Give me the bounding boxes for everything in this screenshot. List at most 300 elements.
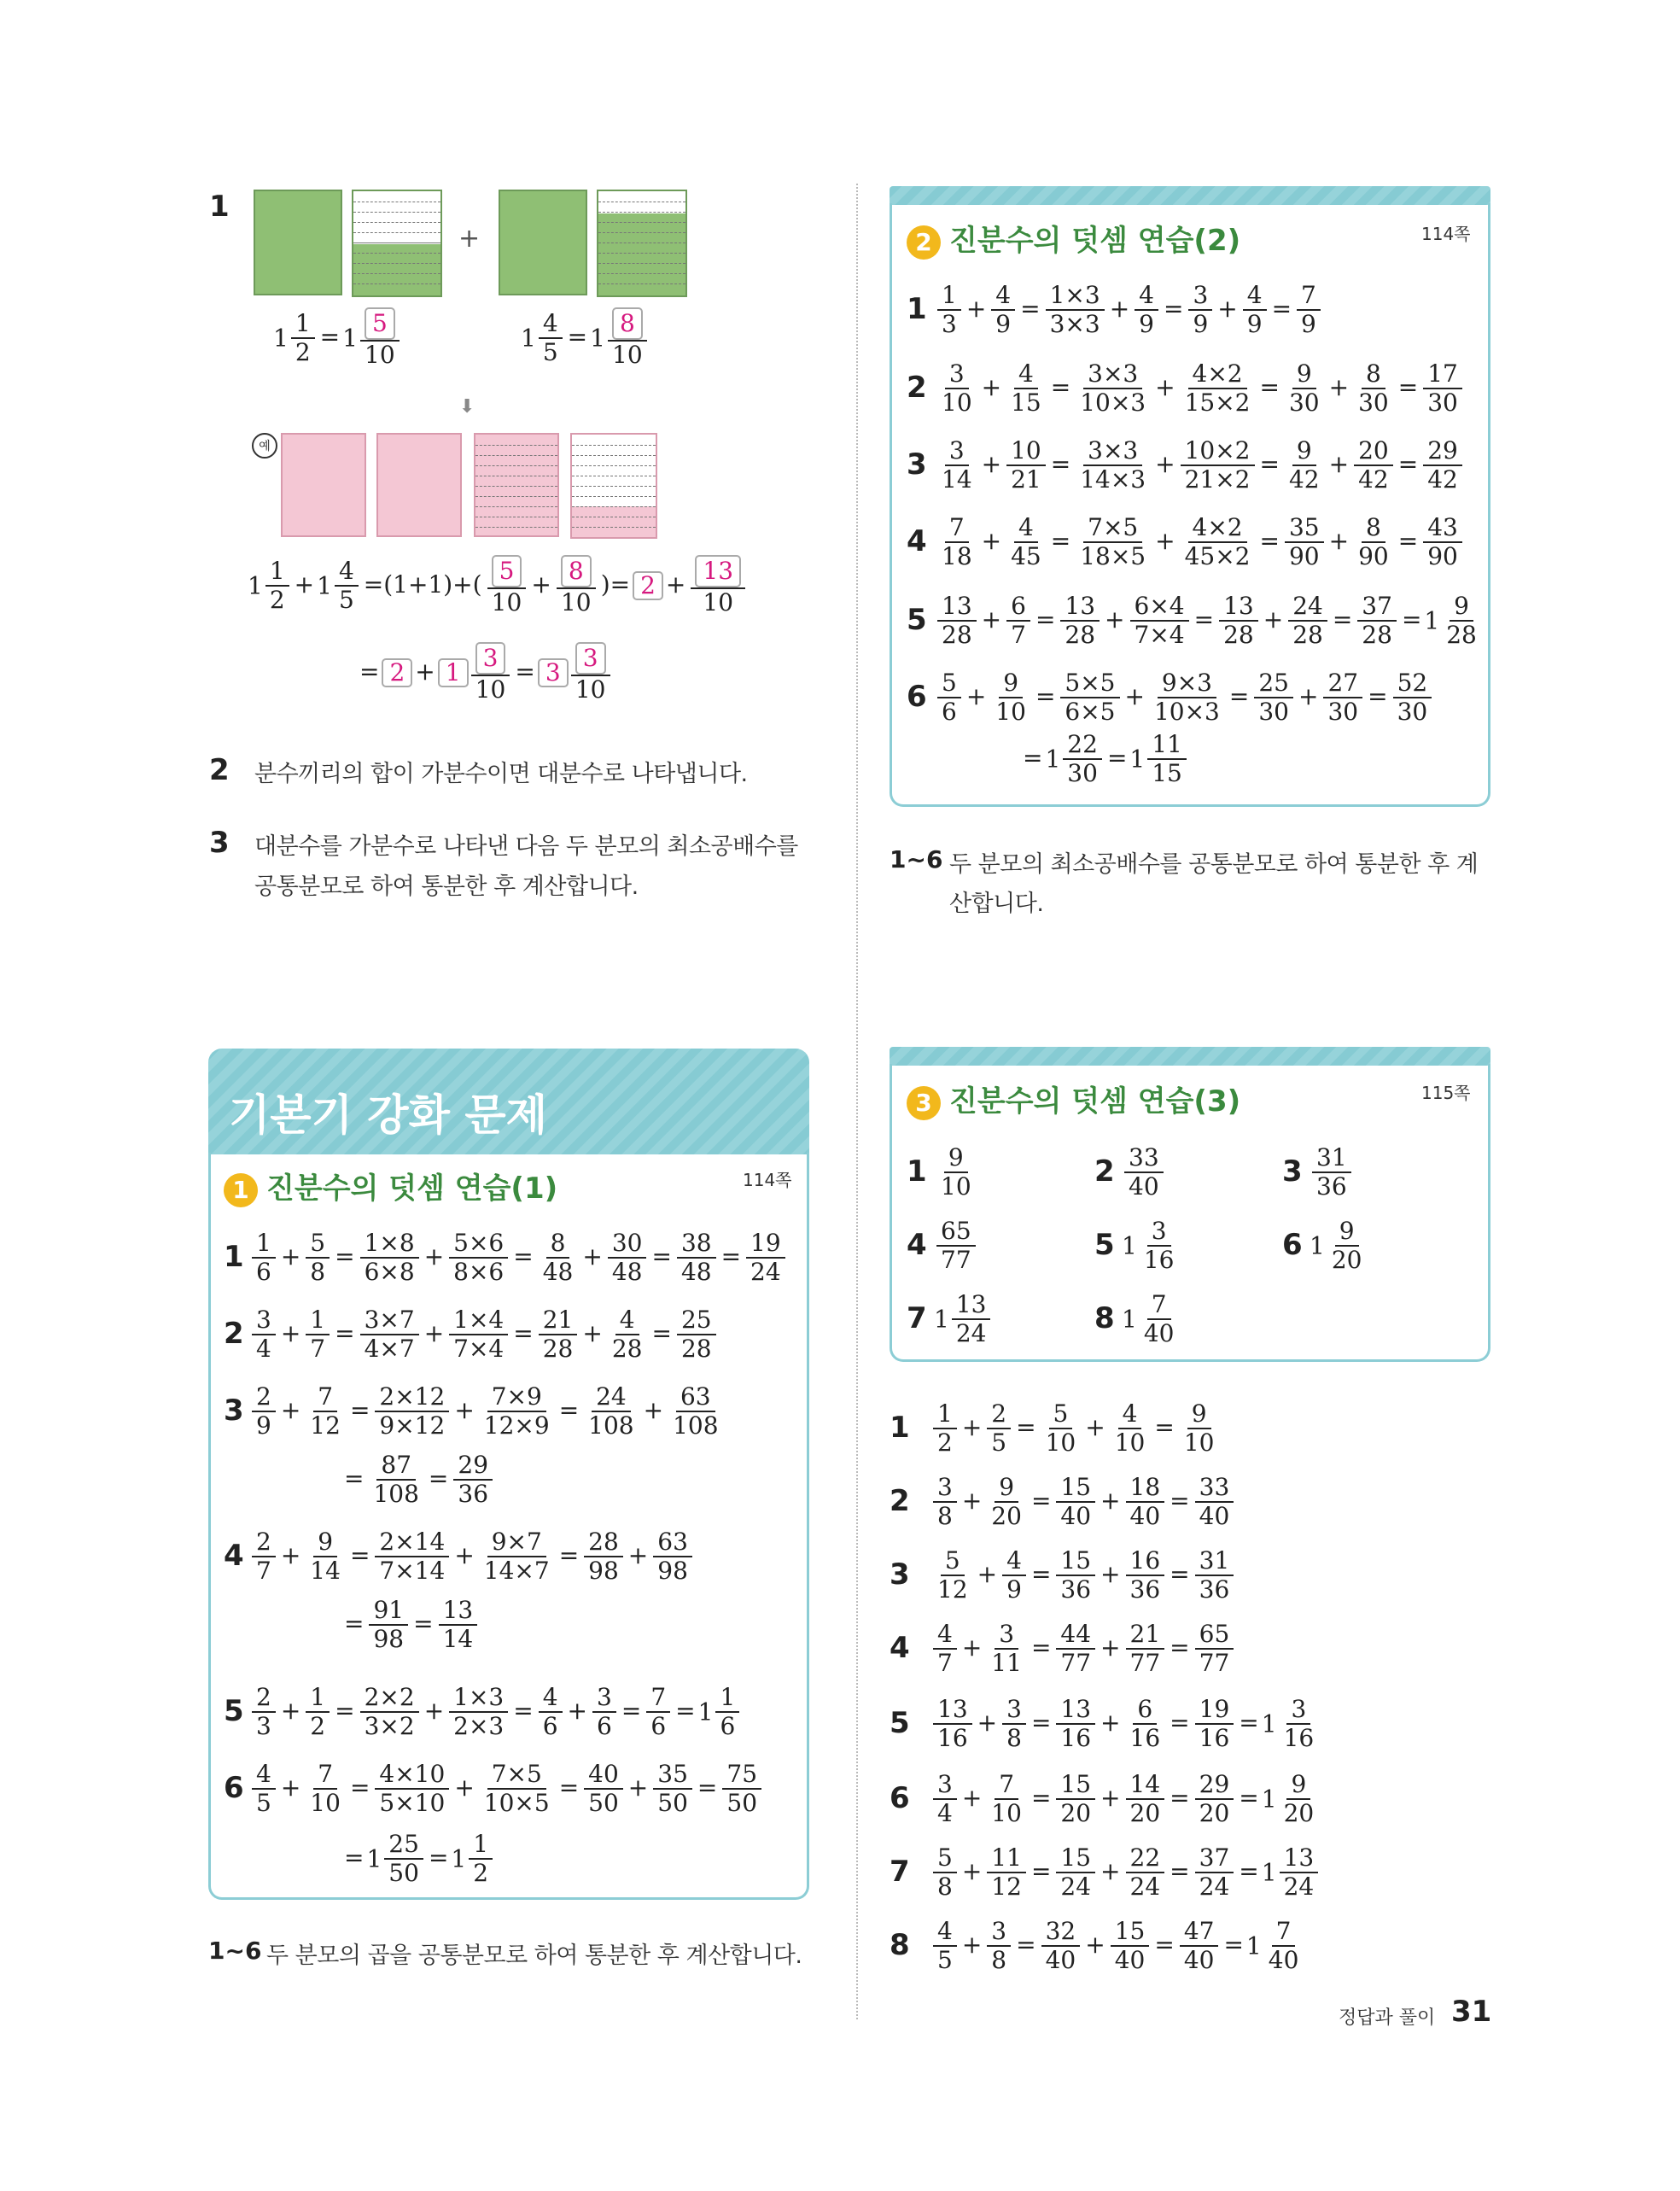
mixed-fraction bbox=[934, 1290, 993, 1348]
mixed-fraction bbox=[1186, 281, 1215, 339]
operator: + bbox=[981, 526, 1002, 555]
answer-box: 8 bbox=[561, 555, 592, 587]
numerator: 8 bbox=[1362, 514, 1385, 543]
fraction bbox=[360, 1684, 419, 1740]
mixed-fraction bbox=[930, 1399, 960, 1458]
fraction bbox=[691, 555, 745, 616]
denominator: 36 bbox=[458, 1480, 489, 1509]
s1-item-6-number: 6 bbox=[224, 1771, 244, 1805]
s1-item-3-number: 3 bbox=[224, 1393, 244, 1428]
mixed-fraction bbox=[989, 669, 1033, 727]
mixed-fraction bbox=[930, 1917, 960, 1975]
numerator: 37 bbox=[1195, 1844, 1234, 1873]
numerator: 30 bbox=[608, 1230, 647, 1259]
mixed-fraction bbox=[303, 1760, 347, 1818]
denominator: 6 bbox=[650, 1712, 667, 1741]
mixed-fraction bbox=[469, 644, 513, 704]
numerator: 9 bbox=[944, 1144, 968, 1173]
operator: = bbox=[1030, 1708, 1052, 1737]
denominator: 36 bbox=[1316, 1172, 1347, 1201]
mixed-fraction bbox=[1245, 1917, 1305, 1975]
mixed-fraction bbox=[1004, 359, 1048, 418]
fraction bbox=[987, 1474, 1026, 1530]
numerator: 3 bbox=[1147, 1218, 1171, 1247]
operator: = bbox=[1401, 605, 1422, 634]
numerator: 3×3 bbox=[1083, 437, 1142, 466]
mixed-fraction bbox=[521, 309, 565, 367]
numerator: 4 bbox=[1118, 1400, 1142, 1429]
mixed-fraction bbox=[688, 557, 748, 617]
denominator: 24 bbox=[750, 1258, 781, 1287]
denominator: 14×7 bbox=[483, 1557, 550, 1586]
fraction bbox=[1111, 1400, 1150, 1457]
mixed-fraction bbox=[1053, 1843, 1098, 1902]
section-1-title-text: 진분수의 덧셈 연습(1) bbox=[266, 1171, 558, 1206]
s1-equation-6 bbox=[249, 1761, 764, 1817]
denominator: 24 bbox=[955, 1319, 987, 1348]
operator: = bbox=[513, 1242, 534, 1271]
numerator: 4 bbox=[1135, 282, 1158, 311]
s3-answer-number: 2 bbox=[1094, 1154, 1115, 1189]
section-3-header-bar bbox=[890, 1047, 1490, 1066]
fraction bbox=[369, 1597, 408, 1653]
mixed-fraction bbox=[1286, 592, 1330, 650]
operator: = bbox=[1259, 449, 1280, 478]
operator: = bbox=[1368, 681, 1388, 710]
numerator: 11 bbox=[987, 1844, 1026, 1873]
denominator: 28 bbox=[1065, 621, 1096, 650]
fraction bbox=[715, 1684, 739, 1740]
denominator: 30 bbox=[1358, 389, 1389, 418]
operator: + bbox=[1328, 449, 1350, 478]
numerator: 17 bbox=[1423, 360, 1462, 389]
operator: + bbox=[423, 1318, 445, 1347]
denominator: 36 bbox=[1199, 1575, 1230, 1604]
numerator: 9 bbox=[1187, 1400, 1211, 1429]
mixed-fraction bbox=[930, 1473, 960, 1531]
fraction bbox=[987, 1621, 1026, 1677]
denominator: 10 bbox=[1183, 1429, 1215, 1458]
denominator: 6 bbox=[542, 1712, 558, 1741]
denominator: 10 bbox=[365, 341, 395, 370]
denominator: 11 bbox=[991, 1649, 1022, 1678]
r-equation-3 bbox=[930, 1547, 1236, 1604]
mixed-fraction bbox=[249, 1382, 278, 1440]
fraction bbox=[252, 1230, 276, 1286]
operator: = bbox=[567, 322, 588, 351]
footer-page-number: 31 bbox=[1451, 1995, 1492, 2029]
fraction bbox=[1076, 514, 1150, 570]
denominator: 7 bbox=[256, 1557, 271, 1586]
whole-number: 1 bbox=[1261, 1709, 1277, 1738]
mixed-fraction bbox=[1193, 1546, 1237, 1604]
fraction bbox=[1006, 437, 1046, 494]
operator: + bbox=[981, 372, 1002, 401]
s1-equation-1 bbox=[249, 1230, 788, 1286]
denominator: 5×10 bbox=[379, 1789, 446, 1818]
r-equation-8 bbox=[930, 1918, 1305, 1974]
denominator: 9 bbox=[1006, 1575, 1022, 1604]
operator: = bbox=[1170, 1708, 1190, 1737]
s3-answer-value bbox=[1310, 1144, 1354, 1201]
mixed-fraction bbox=[1122, 1290, 1181, 1348]
numerator: 15 bbox=[1056, 1474, 1095, 1503]
denominator: 5 bbox=[338, 586, 354, 615]
mixed-fraction bbox=[1122, 1217, 1181, 1275]
mixed-fraction bbox=[1122, 1143, 1166, 1201]
denominator: 5 bbox=[937, 1946, 953, 1975]
denominator: 16 bbox=[1143, 1246, 1175, 1275]
mixed-fraction bbox=[1123, 1843, 1168, 1902]
denominator: 9 bbox=[256, 1411, 271, 1440]
fraction bbox=[480, 1761, 554, 1817]
operator: + bbox=[627, 1773, 649, 1802]
operator: = bbox=[1397, 372, 1419, 401]
fraction bbox=[936, 1218, 976, 1274]
numerator: 2×2 bbox=[360, 1684, 419, 1713]
mixed-fraction bbox=[935, 436, 979, 494]
denominator: 98 bbox=[588, 1557, 619, 1586]
fraction-model-four-fifths bbox=[597, 190, 687, 297]
mixed-fraction bbox=[1216, 592, 1261, 650]
denominator: 28 bbox=[1292, 621, 1323, 650]
operator: + bbox=[961, 1633, 983, 1662]
numerator: 4 bbox=[1014, 360, 1038, 389]
mixed-fraction bbox=[744, 1229, 788, 1287]
numerator bbox=[557, 555, 596, 589]
s3-answer-value bbox=[934, 1218, 978, 1274]
mixed-fraction bbox=[934, 1217, 978, 1275]
mixed-fraction bbox=[1053, 1770, 1098, 1828]
denominator: 40 bbox=[1129, 1502, 1161, 1531]
numerator: 75 bbox=[722, 1761, 761, 1790]
operator: = bbox=[428, 1464, 449, 1493]
answer-box: 5 bbox=[492, 555, 522, 587]
denominator: 6 bbox=[256, 1258, 271, 1287]
s2-equation-6 bbox=[935, 669, 1434, 726]
denominator: 50 bbox=[388, 1859, 419, 1888]
denominator: 77 bbox=[941, 1246, 971, 1275]
s2-item-5-number: 5 bbox=[907, 603, 927, 637]
fraction bbox=[1393, 669, 1432, 726]
s3-answer-number: 4 bbox=[907, 1228, 927, 1262]
whole-number: 1 bbox=[317, 571, 332, 600]
fraction bbox=[1041, 1400, 1081, 1457]
fraction bbox=[677, 1230, 716, 1286]
fraction bbox=[480, 1383, 554, 1440]
numerator: 31 bbox=[1195, 1547, 1234, 1576]
operator: + bbox=[665, 570, 686, 599]
fraction bbox=[1354, 437, 1393, 494]
denominator: 21×2 bbox=[1184, 465, 1251, 494]
mixed-fraction bbox=[1129, 730, 1188, 788]
sum-model-whole-3 bbox=[474, 433, 559, 537]
operator: + bbox=[1217, 294, 1238, 323]
fraction bbox=[1126, 1621, 1165, 1677]
s3-answer-number: 8 bbox=[1094, 1301, 1115, 1335]
mixed-fraction bbox=[984, 1399, 1013, 1458]
denominator: 12×9 bbox=[483, 1411, 550, 1440]
mixed-fraction bbox=[1053, 1473, 1098, 1531]
numerator: 13 bbox=[1056, 1696, 1095, 1725]
fraction bbox=[592, 1684, 616, 1740]
mixed-fraction bbox=[1294, 281, 1323, 339]
numerator: 3 bbox=[945, 360, 969, 389]
numerator: 7 bbox=[945, 514, 969, 543]
numerator: 7 bbox=[646, 1684, 670, 1713]
mixed-fraction bbox=[249, 1229, 278, 1287]
mixed-fraction bbox=[1351, 359, 1396, 418]
whole-number: 1 bbox=[1122, 1305, 1137, 1334]
fraction bbox=[1181, 360, 1255, 417]
denominator: 108 bbox=[673, 1411, 719, 1440]
denominator: 50 bbox=[657, 1789, 688, 1818]
whole-number: 1 bbox=[1045, 745, 1061, 774]
whole-number: 1 bbox=[1310, 1231, 1325, 1260]
denominator: 10 bbox=[491, 588, 522, 617]
whole-number: 1 bbox=[1424, 606, 1440, 635]
denominator: 2 bbox=[937, 1429, 953, 1458]
operator: + bbox=[961, 1783, 983, 1812]
operator: + bbox=[280, 1318, 301, 1347]
numerator: 20 bbox=[1354, 437, 1393, 466]
operator: = bbox=[1239, 1708, 1259, 1737]
numerator: 44 bbox=[1056, 1621, 1095, 1650]
numerator: 7 bbox=[313, 1761, 337, 1790]
answer-box: 2 bbox=[633, 571, 663, 600]
denominator: 9 bbox=[1301, 310, 1316, 339]
denominator: 24 bbox=[1283, 1873, 1315, 1902]
fraction bbox=[677, 1306, 716, 1363]
question-2-number: 2 bbox=[209, 753, 230, 787]
answer-box: 8 bbox=[612, 307, 643, 340]
numerator bbox=[487, 555, 527, 589]
operator: = bbox=[1239, 1856, 1259, 1885]
mixed-fraction bbox=[1108, 1399, 1152, 1458]
whole-number: 1 bbox=[1261, 1858, 1277, 1887]
fraction bbox=[1041, 1918, 1081, 1974]
fraction bbox=[722, 1761, 761, 1817]
fraction bbox=[584, 1528, 623, 1585]
r-equation-7 bbox=[930, 1844, 1321, 1901]
fraction bbox=[306, 1383, 345, 1440]
denominator: 16 bbox=[1129, 1724, 1161, 1753]
fraction bbox=[933, 1918, 957, 1974]
fraction bbox=[1006, 360, 1046, 417]
denominator: 6 bbox=[720, 1712, 736, 1741]
r-equation-4 bbox=[930, 1621, 1236, 1677]
numerator: 2×14 bbox=[375, 1528, 449, 1557]
section-3-title bbox=[907, 1078, 1240, 1120]
numerator: 8 bbox=[546, 1230, 570, 1259]
column-divider bbox=[856, 184, 858, 2019]
numerator: 24 bbox=[1288, 593, 1327, 622]
denominator: 20 bbox=[1283, 1799, 1315, 1828]
s1-item-4-number: 4 bbox=[224, 1539, 244, 1573]
mixed-fraction bbox=[984, 1473, 1029, 1531]
denominator: 3×3 bbox=[1049, 310, 1100, 339]
fraction bbox=[306, 1230, 330, 1286]
numerator: 4 bbox=[1014, 514, 1038, 543]
operator: + bbox=[1155, 449, 1175, 478]
equation-q1-d bbox=[357, 642, 613, 704]
operator: + bbox=[965, 294, 987, 323]
section-3-title-text: 진분수의 덧셈 연습(3) bbox=[949, 1084, 1241, 1119]
numerator: 4 bbox=[1002, 1547, 1026, 1576]
section-1-title bbox=[224, 1165, 557, 1207]
fraction bbox=[571, 642, 610, 704]
whole-number: 1 bbox=[451, 1844, 467, 1873]
denominator: 40 bbox=[1060, 1502, 1092, 1531]
mixed-fraction bbox=[1351, 513, 1396, 571]
section-2-circle: 2 bbox=[907, 225, 941, 260]
denominator: 2 bbox=[473, 1859, 489, 1888]
numerator: 63 bbox=[653, 1528, 692, 1557]
numerator: 9 bbox=[995, 1474, 1018, 1503]
denominator: 30 bbox=[1258, 698, 1289, 727]
fraction bbox=[1327, 1218, 1367, 1274]
numerator: 3 bbox=[995, 1621, 1018, 1650]
fraction bbox=[252, 1528, 276, 1585]
whole-number: 1 bbox=[366, 1844, 382, 1873]
fraction bbox=[584, 1383, 638, 1440]
denominator: 6 bbox=[942, 698, 957, 727]
operator: = bbox=[344, 1464, 365, 1493]
operator: + bbox=[977, 1559, 998, 1588]
numerator: 35 bbox=[1285, 514, 1324, 543]
mixed-fraction bbox=[1123, 1695, 1168, 1753]
operator: = bbox=[344, 1843, 365, 1872]
s3-answer-value bbox=[1122, 1144, 1166, 1201]
mixed-fraction bbox=[1108, 1917, 1152, 1975]
mixed-fraction bbox=[485, 557, 529, 617]
denominator: 30 bbox=[1288, 389, 1320, 418]
fraction bbox=[539, 1684, 563, 1740]
mixed-fraction bbox=[1053, 1620, 1098, 1678]
operator: + bbox=[454, 1395, 475, 1424]
fraction bbox=[469, 1831, 493, 1887]
numerator: 87 bbox=[376, 1452, 416, 1481]
numerator: 1×3 bbox=[1046, 282, 1105, 311]
whole-number: 1 bbox=[590, 324, 605, 353]
fraction bbox=[1195, 1771, 1234, 1827]
denominator: 14 bbox=[942, 465, 972, 494]
r-item-1-number: 1 bbox=[890, 1411, 910, 1445]
r-item-8-number: 8 bbox=[890, 1928, 910, 1962]
numerator: 4 bbox=[539, 310, 563, 339]
mixed-fraction bbox=[605, 1306, 650, 1364]
numerator: 7 bbox=[1297, 282, 1321, 311]
mixed-fraction bbox=[342, 309, 402, 370]
numerator: 2 bbox=[252, 1528, 276, 1557]
r-item-4-number: 4 bbox=[890, 1631, 910, 1665]
numerator: 1 bbox=[291, 310, 315, 339]
example-label: 예 bbox=[252, 433, 277, 459]
denominator: 10 bbox=[612, 341, 643, 370]
operator: + bbox=[423, 1696, 445, 1725]
numerator: 4 bbox=[1243, 282, 1267, 311]
fraction bbox=[1195, 1474, 1234, 1530]
numerator: 5 bbox=[306, 1230, 330, 1259]
numerator: 1 bbox=[715, 1684, 739, 1713]
numerator: 5×5 bbox=[1060, 669, 1119, 698]
fraction bbox=[1423, 514, 1462, 570]
numerator: 38 bbox=[677, 1230, 716, 1259]
mixed-fraction bbox=[1391, 669, 1435, 727]
s2-equation-3 bbox=[935, 437, 1465, 494]
numerator: 1 bbox=[306, 1306, 330, 1335]
numerator: 1 bbox=[265, 558, 289, 587]
fraction bbox=[1280, 1696, 1319, 1752]
denominator: 3×2 bbox=[364, 1712, 415, 1741]
denominator: 8 bbox=[937, 1873, 953, 1902]
numerator bbox=[471, 642, 510, 676]
sum-model-three-tenths bbox=[570, 433, 657, 539]
mixed-fraction bbox=[605, 1229, 650, 1287]
numerator: 1×8 bbox=[360, 1230, 419, 1259]
mixed-fraction bbox=[935, 359, 979, 418]
mixed-fraction bbox=[1193, 1620, 1237, 1678]
denominator: 15 bbox=[1152, 759, 1182, 788]
fraction bbox=[439, 1597, 478, 1653]
mixed-fraction bbox=[1261, 1770, 1321, 1828]
fraction bbox=[1243, 282, 1267, 338]
denominator: 42 bbox=[1427, 465, 1458, 494]
numerator: 4×2 bbox=[1188, 514, 1247, 543]
fraction bbox=[1056, 1771, 1095, 1827]
r-equation-5 bbox=[930, 1696, 1321, 1752]
mixed-fraction bbox=[366, 1451, 425, 1509]
question-3-line-2: 공통분모로 하여 통분한 후 계산합니다. bbox=[254, 873, 639, 900]
fraction bbox=[1195, 1547, 1234, 1604]
down-arrow-icon: ⬇ bbox=[459, 396, 475, 418]
question-3-line-1: 대분수를 가분수로 나타낸 다음 두 분모의 최소공배수를 bbox=[254, 833, 798, 860]
denominator: 12 bbox=[991, 1873, 1022, 1902]
fraction bbox=[449, 1230, 508, 1286]
mixed-fraction bbox=[1355, 592, 1399, 650]
denominator: 12 bbox=[310, 1411, 341, 1440]
equation-q1-a bbox=[273, 307, 402, 369]
operator: = bbox=[335, 1242, 355, 1271]
fraction bbox=[1219, 593, 1258, 649]
numerator: 25 bbox=[384, 1831, 423, 1860]
denominator: 108 bbox=[588, 1411, 634, 1440]
denominator: 42 bbox=[1288, 465, 1320, 494]
denominator: 8 bbox=[1006, 1724, 1022, 1753]
mixed-fraction bbox=[581, 1528, 626, 1586]
numerator: 3×3 bbox=[1083, 360, 1142, 389]
operator: )= bbox=[600, 570, 631, 599]
operator: =(1+1)+( bbox=[363, 570, 482, 599]
operator: = bbox=[344, 1609, 365, 1638]
s1-equation-2 bbox=[249, 1306, 719, 1363]
fraction bbox=[1312, 1144, 1351, 1201]
fraction bbox=[937, 437, 977, 494]
numerator: 7×5 bbox=[487, 1761, 546, 1790]
operator: = bbox=[1223, 1930, 1244, 1959]
denominator: 16 bbox=[1060, 1724, 1092, 1753]
operator: + bbox=[627, 1540, 649, 1569]
fraction bbox=[375, 1383, 449, 1440]
mixed-fraction bbox=[1193, 1695, 1237, 1753]
mixed-fraction bbox=[1000, 1695, 1029, 1753]
mixed-fraction bbox=[1420, 359, 1465, 418]
numerator: 9 bbox=[1292, 437, 1316, 466]
sum-model-whole-2 bbox=[376, 433, 462, 537]
operator: = bbox=[1154, 1930, 1175, 1959]
fraction bbox=[608, 1306, 647, 1363]
s1-note-text: 두 분모의 곱을 공통분모로 하여 통분한 후 계산합니다. bbox=[266, 1943, 802, 1969]
